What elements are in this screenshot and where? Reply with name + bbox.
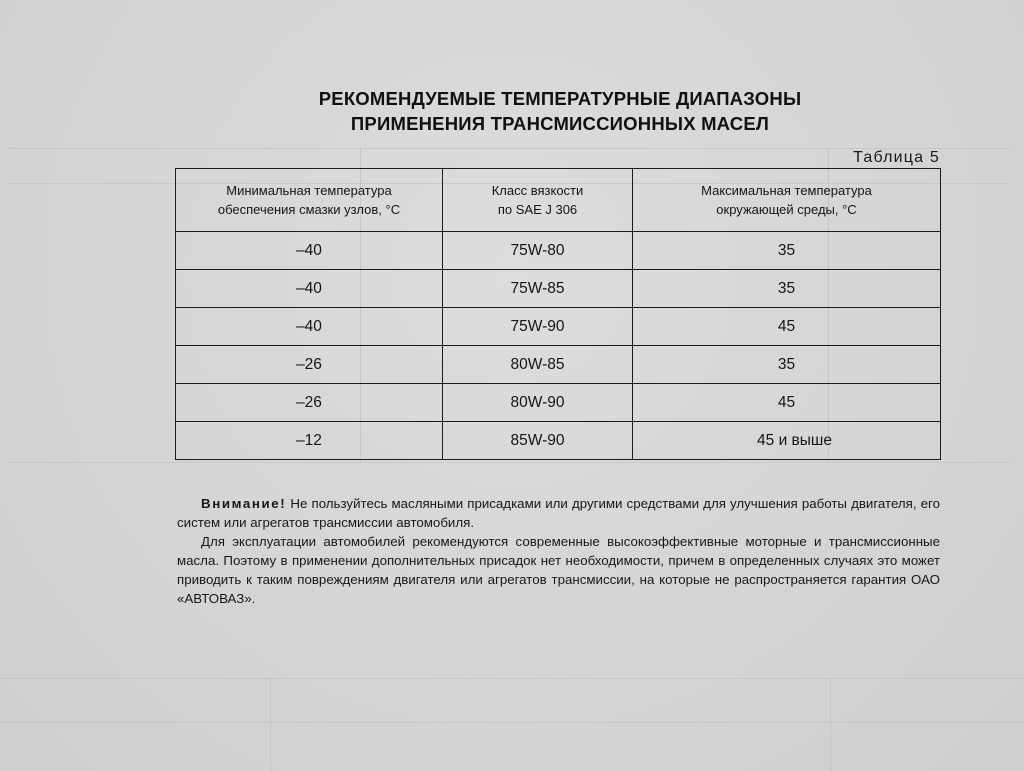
min-temp-cell: –40 (176, 232, 443, 270)
bleed-through-line (0, 678, 1024, 679)
bleed-through-line (830, 678, 831, 771)
header-min-temp (176, 169, 443, 232)
header-viscosity (443, 169, 633, 232)
max-temp-cell: 45 (633, 308, 941, 346)
warning-text: Не пользуйтесь масляными присадками или другими средствами для улучшения работы двигателя, его систем или агрегатов трансмиссии автомобиля. (177, 496, 940, 530)
oil-temperature-table (175, 168, 941, 460)
bleed-through-line (0, 722, 1024, 723)
max-temp-cell: 45 и выше (633, 422, 941, 460)
header-max-temp (633, 169, 941, 232)
header-max-temp-line2: окружающей среды, °С (716, 202, 857, 217)
header-viscosity-line1: Класс вязкости (491, 183, 584, 198)
table-row (176, 384, 941, 422)
viscosity-cell: 80W-90 (443, 384, 633, 422)
warning-paragraph (177, 494, 940, 532)
warning-lead: Внимание! (201, 496, 287, 511)
max-temp-cell: 35 (633, 232, 941, 270)
viscosity-cell: 75W-90 (443, 308, 633, 346)
header-viscosity-line2: по SAE J 306 (497, 202, 578, 217)
notes-section (177, 494, 940, 608)
min-temp-cell: –26 (176, 346, 443, 384)
bleed-through-line (10, 462, 1010, 463)
max-temp-cell: 45 (633, 384, 941, 422)
table-caption: Таблица 5 (853, 149, 940, 166)
table-row (176, 232, 941, 270)
viscosity-cell: 75W-85 (443, 270, 633, 308)
page-title (200, 86, 920, 136)
table-row (176, 346, 941, 384)
header-max-temp-line1: Максимальная температура (701, 183, 872, 198)
table-row (176, 422, 941, 460)
header-min-temp-line1: Минимальная температура (226, 183, 392, 198)
title-line-2: ПРИМЕНЕНИЯ ТРАНСМИССИОННЫХ МАСЕЛ (350, 113, 770, 134)
table-header-row (176, 169, 941, 232)
table-row (176, 270, 941, 308)
header-min-temp-line2: обеспечения смазки узлов, °С (217, 202, 401, 217)
min-temp-cell: –26 (176, 384, 443, 422)
table-row (176, 308, 941, 346)
bleed-through-line (270, 678, 271, 771)
max-temp-cell: 35 (633, 270, 941, 308)
min-temp-cell: –40 (176, 308, 443, 346)
viscosity-cell: 80W-85 (443, 346, 633, 384)
max-temp-cell: 35 (633, 346, 941, 384)
title-line-1: РЕКОМЕНДУЕМЫЕ ТЕМПЕРАТУРНЫЕ ДИАПАЗОНЫ (318, 88, 802, 109)
viscosity-cell: 85W-90 (443, 422, 633, 460)
additives-paragraph: Для эксплуатации автомобилей рекомендуются современные высокоэффективные моторные и трансмиссионные масла. Поэтому в применении дополнительных присадок нет необходимости, причем в определенных случаях это может приводить к таким повреждениям двигателя или агрегатов трансмиссии, на которые не распространяется гарантия ОАО «АВТОВАЗ». (177, 534, 940, 606)
min-temp-cell: –40 (176, 270, 443, 308)
viscosity-cell: 75W-80 (443, 232, 633, 270)
min-temp-cell: –12 (176, 422, 443, 460)
